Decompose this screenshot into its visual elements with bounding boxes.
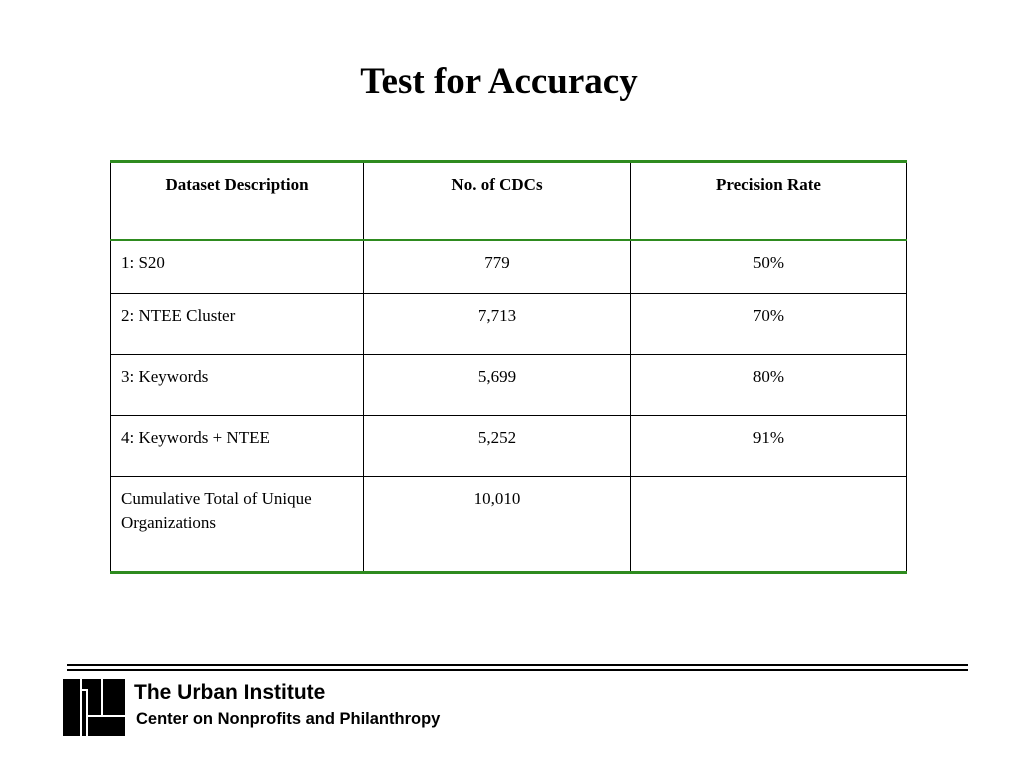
header-dataset-description: Dataset Description (111, 162, 364, 241)
cdc-count-cell: 10,010 (364, 477, 631, 573)
table-row-cumulative-total (111, 477, 907, 573)
header-precision-rate: Precision Rate (631, 162, 907, 241)
urban-institute-logo (63, 679, 125, 736)
dataset-description-cell: 2: NTEE Cluster (111, 294, 364, 355)
table-row (111, 355, 907, 416)
table-row (111, 294, 907, 355)
dataset-description-cell: 3: Keywords (111, 355, 364, 416)
accuracy-table (110, 160, 907, 574)
precision-rate-cell: 91% (631, 416, 907, 477)
precision-rate-cell: 70% (631, 294, 907, 355)
precision-rate-cell (631, 477, 907, 573)
footer-divider-bottom (67, 669, 968, 671)
cdc-count-cell: 7,713 (364, 294, 631, 355)
dataset-description-cell: 1: S20 (111, 240, 364, 294)
urban-institute-logo-mark-icon (63, 679, 125, 736)
dataset-description-cell: Cumulative Total of Unique Organizations (111, 477, 364, 573)
table-header-row (111, 162, 907, 241)
org-name: The Urban Institute (134, 681, 326, 704)
org-subname: Center on Nonprofits and Philanthropy (136, 710, 441, 728)
header-no-of-cdcs: No. of CDCs (364, 162, 631, 241)
cdc-count-cell: 5,699 (364, 355, 631, 416)
table-row (111, 240, 907, 294)
footer-divider-top (67, 664, 968, 666)
table-row (111, 416, 907, 477)
cdc-count-cell: 5,252 (364, 416, 631, 477)
precision-rate-cell: 50% (631, 240, 907, 294)
precision-rate-cell: 80% (631, 355, 907, 416)
cdc-count-cell: 779 (364, 240, 631, 294)
slide-title: Test for Accuracy (360, 61, 638, 102)
accuracy-table-container (110, 160, 906, 574)
dataset-description-cell: 4: Keywords + NTEE (111, 416, 364, 477)
